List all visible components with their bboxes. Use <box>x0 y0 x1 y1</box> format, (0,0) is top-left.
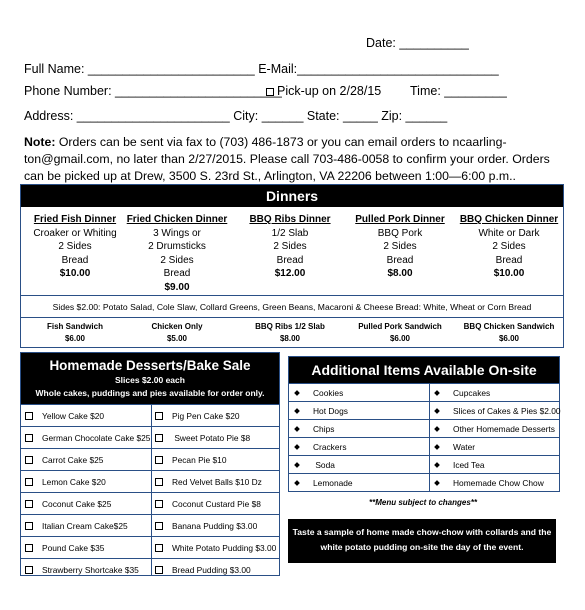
dessert-checkbox[interactable] <box>25 544 33 552</box>
bullet-icon <box>294 480 300 486</box>
sandwich-pulled-pork <box>346 321 454 345</box>
dinner-line: 2 Sides <box>58 241 92 253</box>
phone-field[interactable]: Phone Number: ________________________ <box>24 84 282 98</box>
sandwich-chicken <box>123 321 231 345</box>
pickup-checkbox[interactable] <box>266 88 274 96</box>
dessert-checkbox[interactable] <box>25 500 33 508</box>
sandwich-price: $6.00 <box>498 334 520 343</box>
bullet-icon <box>434 444 440 450</box>
dessert-row <box>21 470 279 493</box>
dinner-line: 2 Sides <box>492 241 526 253</box>
sandwich-ribs <box>236 321 344 345</box>
dessert-checkbox[interactable] <box>155 500 163 508</box>
dessert-label: Pig Pen Cake $20 <box>172 411 240 421</box>
dinner-line: 2 Sides <box>160 254 194 266</box>
desserts-subtitle: Slices $2.00 each <box>115 375 185 385</box>
dessert-checkbox[interactable] <box>25 566 33 574</box>
dessert-checkbox[interactable] <box>25 478 33 486</box>
note-label: Note: <box>24 135 56 149</box>
dessert-label: Yellow Cake $20 <box>42 411 105 421</box>
order-note <box>24 134 564 185</box>
dinner-line: 2 Sides <box>273 241 307 253</box>
sandwich-price: $8.00 <box>279 334 301 343</box>
sandwich-name: Fish Sandwich <box>46 322 103 331</box>
dessert-label: German Chocolate Cake $25 <box>42 433 151 443</box>
dessert-checkbox[interactable] <box>25 522 33 530</box>
divider <box>21 295 563 296</box>
dessert-row <box>21 536 279 559</box>
dessert-checkbox[interactable] <box>155 412 163 420</box>
item-label: Hot Dogs <box>313 406 348 416</box>
dessert-label: Lemon Cake $20 <box>42 477 106 487</box>
dinner-line: White or Dark <box>478 227 540 239</box>
pickup-checkbox-row[interactable] <box>266 84 381 98</box>
dessert-checkbox[interactable] <box>25 456 33 464</box>
menu-note: **Menu subject to changes** <box>368 498 478 507</box>
sandwich-price: $5.00 <box>166 334 188 343</box>
dessert-checkbox[interactable] <box>25 434 33 442</box>
bullet-icon <box>434 408 440 414</box>
dinner-title: Fried Chicken Dinner <box>126 214 228 225</box>
dessert-label: Italian Cream Cake$25 <box>42 521 128 531</box>
dinner-price: $9.00 <box>164 281 190 293</box>
additional-row <box>289 437 559 456</box>
dinner-line: Bread <box>61 254 89 266</box>
dinner-line: BBQ Pork <box>377 227 423 239</box>
dessert-checkbox[interactable] <box>155 566 163 574</box>
sandwich-name: Chicken Only <box>151 322 203 331</box>
additional-items-section <box>288 356 560 492</box>
item-label: Cookies <box>313 388 344 398</box>
name-email-field[interactable]: Full Name: ________________________ E-Mail:_____________________________ <box>24 62 499 76</box>
dinner-line: Bread <box>386 254 414 266</box>
taste-banner: Taste a sample of home made chow-chow with collards and the white potato pudding on-site the day of the event. <box>288 519 556 563</box>
bullet-icon <box>434 390 440 396</box>
desserts-subtitle: Whole cakes, puddings and pies available for order only. <box>35 388 265 398</box>
dessert-label: Coconut Cake $25 <box>42 499 112 509</box>
dessert-checkbox[interactable] <box>155 434 163 442</box>
date-field[interactable]: Date: __________ <box>366 36 469 50</box>
pickup-label: Pick-up on 2/28/15 <box>277 84 382 98</box>
item-label: Iced Tea <box>453 460 485 470</box>
dinners-section <box>20 184 564 348</box>
sides-info: Sides $2.00: Potato Salad, Cole Slaw, Collard Greens, Green Beans, Macaroni & Cheese Bread: White, Wheat or Corn Bread <box>52 302 532 312</box>
dinner-price: $10.00 <box>59 268 91 280</box>
dessert-checkbox[interactable] <box>155 522 163 530</box>
additional-row <box>289 473 559 492</box>
dessert-checkbox[interactable] <box>155 456 163 464</box>
address-field[interactable]: Address: ______________________ City: ______ State: _____ Zip: ______ <box>24 109 448 123</box>
dessert-label: Red Velvet Balls $10 Dz <box>172 477 262 487</box>
dessert-checkbox[interactable] <box>155 544 163 552</box>
bullet-icon <box>294 462 300 468</box>
dessert-row <box>21 448 279 471</box>
dessert-row <box>21 558 279 576</box>
item-label: Cupcakes <box>453 388 491 398</box>
sandwich-price: $6.00 <box>64 334 86 343</box>
additional-row <box>289 455 559 474</box>
dinner-bbq-chicken <box>455 213 563 281</box>
dinner-fried-fish <box>21 213 129 281</box>
sandwich-price: $6.00 <box>389 334 411 343</box>
dinner-line: Bread <box>163 268 191 280</box>
dinner-fried-chicken <box>123 213 231 295</box>
desserts-header <box>21 353 279 404</box>
sandwich-name: BBQ Ribs 1/2 Slab <box>255 322 325 331</box>
dinners-title: Dinners <box>21 185 563 207</box>
dessert-checkbox[interactable] <box>155 478 163 486</box>
dessert-label: Sweet Potato Pie $8 <box>172 433 251 443</box>
dinner-title: BBQ Ribs Dinner <box>249 214 331 225</box>
divider <box>21 317 563 318</box>
dessert-row <box>21 404 279 427</box>
dinner-line: Croaker or Whiting <box>33 227 117 239</box>
dessert-checkbox[interactable] <box>25 412 33 420</box>
item-label: Chips <box>313 424 335 434</box>
dinner-line: Bread <box>495 254 523 266</box>
item-label: Slices of Cakes & Pies $2.00 <box>453 406 561 416</box>
bullet-icon <box>294 408 300 414</box>
dessert-label: Pound Cake $35 <box>42 543 105 553</box>
dessert-label: Banana Pudding $3.00 <box>172 521 258 531</box>
bullet-icon <box>294 426 300 432</box>
additional-row <box>289 383 559 402</box>
dessert-label: Pecan Pie $10 <box>172 455 227 465</box>
dinner-title: Pulled Pork Dinner <box>355 214 445 225</box>
dinner-price: $12.00 <box>274 268 306 280</box>
item-label: Crackers <box>313 442 347 452</box>
dinner-pulled-pork <box>346 213 454 281</box>
sandwich-fish <box>21 321 129 345</box>
desserts-title: Homemade Desserts/Bake Sale <box>49 358 251 373</box>
additional-row <box>289 401 559 420</box>
bullet-icon <box>294 390 300 396</box>
dinner-line: 1/2 Slab <box>271 227 309 239</box>
dinner-line: 3 Wings or <box>153 227 201 239</box>
sandwich-name: Pulled Pork Sandwich <box>358 322 442 331</box>
dessert-row <box>21 492 279 515</box>
time-field[interactable]: Time: _________ <box>410 84 507 98</box>
bullet-icon <box>434 426 440 432</box>
bullet-icon <box>294 444 300 450</box>
desserts-section <box>20 352 280 576</box>
dessert-row <box>21 514 279 537</box>
dessert-row <box>21 426 279 449</box>
dessert-label: Coconut Custard Pie $8 <box>172 499 261 509</box>
sandwich-name: BBQ Chicken Sandwich <box>463 322 555 331</box>
item-label: Homemade Chow Chow <box>453 478 544 488</box>
bullet-icon <box>434 462 440 468</box>
dessert-label: Bread Pudding $3.00 <box>172 565 251 575</box>
dinner-line: 2 Drumsticks <box>148 241 206 253</box>
dinner-price: $10.00 <box>493 268 525 280</box>
bullet-icon <box>434 480 440 486</box>
item-label: Soda <box>313 460 335 470</box>
dinner-price: $8.00 <box>387 268 413 280</box>
dinner-line: Bread <box>276 254 304 266</box>
dinner-line: 2 Sides <box>383 241 417 253</box>
item-label: Water <box>453 442 476 452</box>
dinner-title: Fried Fish Dinner <box>33 214 117 225</box>
additional-row <box>289 419 559 438</box>
dinner-title: BBQ Chicken Dinner <box>459 214 559 225</box>
sandwich-bbq-chicken <box>455 321 563 345</box>
dessert-label: Strawberry Shortcake $35 <box>42 565 139 575</box>
item-label: Other Homemade Desserts <box>453 424 555 434</box>
additional-title: Additional Items Available On-site <box>289 357 559 383</box>
item-label: Lemonade <box>313 478 353 488</box>
dinner-bbq-ribs <box>236 213 344 281</box>
note-text: Orders can be sent via fax to (703) 486-1873 or you can email orders to ncaarling-ton@gmail.com, no later than 2/27/2015. Please call 703-486-0058 to confirm your order. Orders can be picked up at Drew, 3500 S. 23rd St., Arlington, VA 22206 between 1:00—6:00 p.m.. <box>24 135 550 183</box>
dessert-label: White Potato Pudding $3.00 <box>172 543 277 553</box>
dessert-label: Carrot Cake $25 <box>42 455 104 465</box>
